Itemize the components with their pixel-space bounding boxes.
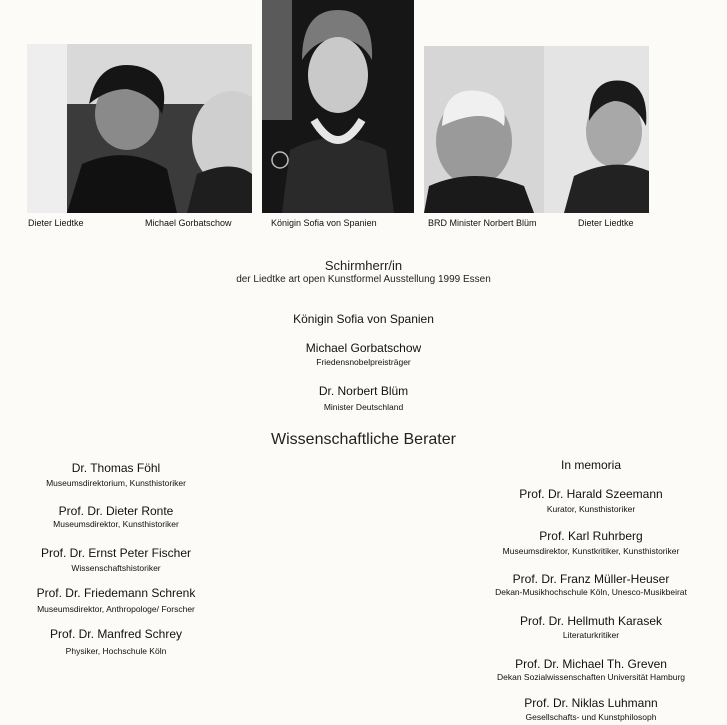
caption-photo1-right: Michael Gorbatschow xyxy=(145,218,232,228)
photo-sofia xyxy=(262,0,414,213)
advisor-role: Museumsdirektor, Kunsthistoriker xyxy=(53,519,179,529)
advisor-name: Prof. Dr. Dieter Ronte xyxy=(58,504,174,518)
patron-role: Minister Deutschland xyxy=(323,402,404,412)
advisors-heading: Wissenschaftliche Berater xyxy=(271,431,456,448)
memoria-name: Prof. Dr. Franz Müller-Heuser xyxy=(512,572,670,586)
memoria-heading: In memoria xyxy=(560,458,622,472)
caption-photo2: Königin Sofia von Spanien xyxy=(271,218,377,228)
patron-heading: Schirmherr/in xyxy=(324,258,403,273)
memoria-role: Dekan-Musikhochschule Köln, Unesco-Musikbeirat xyxy=(495,587,687,597)
patron-name: Michael Gorbatschow xyxy=(305,341,422,355)
patron-role: Friedensnobelpreisträger xyxy=(316,357,411,367)
advisor-name: Prof. Dr. Friedemann Schrenk xyxy=(36,586,196,600)
advisor-name: Prof. Dr. Ernst Peter Fischer xyxy=(40,546,192,560)
patron-subheading: der Liedtke art open Kunstformel Ausstellung 1999 Essen xyxy=(236,274,491,285)
advisor-name: Prof. Dr. Manfred Schrey xyxy=(49,627,183,641)
photo-bluem-liedtke-image xyxy=(424,46,649,213)
memoria-role: Kurator, Kunsthistoriker xyxy=(546,504,636,514)
advisor-role: Physiker, Hochschule Köln xyxy=(65,646,167,656)
photo-sofia-image xyxy=(262,0,414,213)
caption-photo3-right: Dieter Liedtke xyxy=(578,218,634,228)
memoria-name: Prof. Dr. Hellmuth Karasek xyxy=(519,614,663,628)
memoria-role: Literaturkritiker xyxy=(562,630,620,640)
patron-name: Königin Sofia von Spanien xyxy=(293,312,434,326)
memoria-role: Museumsdirektor, Kunstkritiker, Kunsthistoriker xyxy=(502,546,680,556)
memoria-name: Prof. Dr. Niklas Luhmann xyxy=(524,696,658,710)
advisor-name: Dr. Thomas Föhl xyxy=(71,461,161,475)
memoria-name: Prof. Karl Ruhrberg xyxy=(539,529,643,543)
memoria-name: Prof. Dr. Michael Th. Greven xyxy=(515,657,667,671)
memoria-role: Gesellschafts- und Kunstphilosoph xyxy=(525,712,657,722)
photo-bluem-liedtke xyxy=(424,46,649,213)
advisor-role: Museumsdirektorium, Kunsthistoriker xyxy=(46,478,186,488)
memoria-role: Dekan Sozialwissenschaften Universität Hamburg xyxy=(496,672,686,682)
memoria-name: Prof. Dr. Harald Szeemann xyxy=(519,487,663,501)
advisor-role: Wissenschaftshistoriker xyxy=(71,563,161,573)
advisor-role: Museumsdirektor, Anthropologe/ Forscher xyxy=(37,604,195,614)
photo-liedtke-gorbatschow-image xyxy=(27,44,252,213)
caption-photo1-left: Dieter Liedtke xyxy=(28,218,84,228)
patron-name: Dr. Norbert Blüm xyxy=(318,384,409,398)
caption-photo3-left: BRD Minister Norbert Blüm xyxy=(428,218,537,228)
photo-liedtke-gorbatschow xyxy=(27,44,252,213)
